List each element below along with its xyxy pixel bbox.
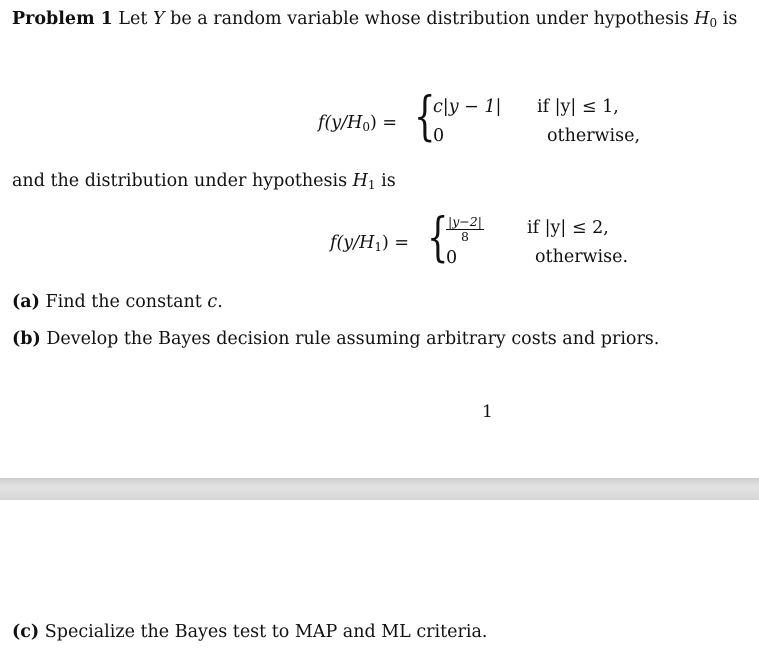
fraction-numerator: |y−2| <box>448 214 482 229</box>
equation-h1-case1-cond: if |y| ≤ 2, <box>527 218 609 238</box>
problem-statement: Problem 1 Let Y be a random variable whose distribution under hypothesis $H_0$ is <box>12 9 738 30</box>
brace-h1: { <box>427 208 449 268</box>
equation-h0-case2-value: 0 <box>433 126 445 146</box>
fraction-denominator: 8 <box>460 228 469 244</box>
question-c: (c) Specialize the Bayes test to MAP and ML criteria. <box>12 622 488 642</box>
equation-h0-case1-cond: if |y| ≤ 1, <box>537 97 619 117</box>
equation-h1-fraction <box>446 215 484 244</box>
equation-h1-lhs: $f(y/H_1)$ = <box>330 233 410 254</box>
question-a: (a) Find the constant c. <box>12 292 223 312</box>
brace-h0: { <box>414 87 436 147</box>
equation-h0-case1-value: c|y − 1| <box>433 97 502 117</box>
page-number: 1 <box>482 402 493 422</box>
equation-h1-case2-value: 0 <box>446 248 458 268</box>
equation-h0-case2-cond: otherwise, <box>547 126 641 146</box>
page-2 <box>0 500 759 658</box>
problem-label: Problem 1 <box>12 9 113 29</box>
equation-h0-lhs: $f(y/H_0)$ = <box>318 113 398 134</box>
question-b: (b) Develop the Bayes decision rule assuming arbitrary costs and priors. <box>12 329 660 349</box>
equation-h1-case2-cond: otherwise. <box>535 247 629 267</box>
middle-text: and the distribution under hypothesis $H_1$ is <box>12 171 396 192</box>
page-separator <box>0 478 759 500</box>
